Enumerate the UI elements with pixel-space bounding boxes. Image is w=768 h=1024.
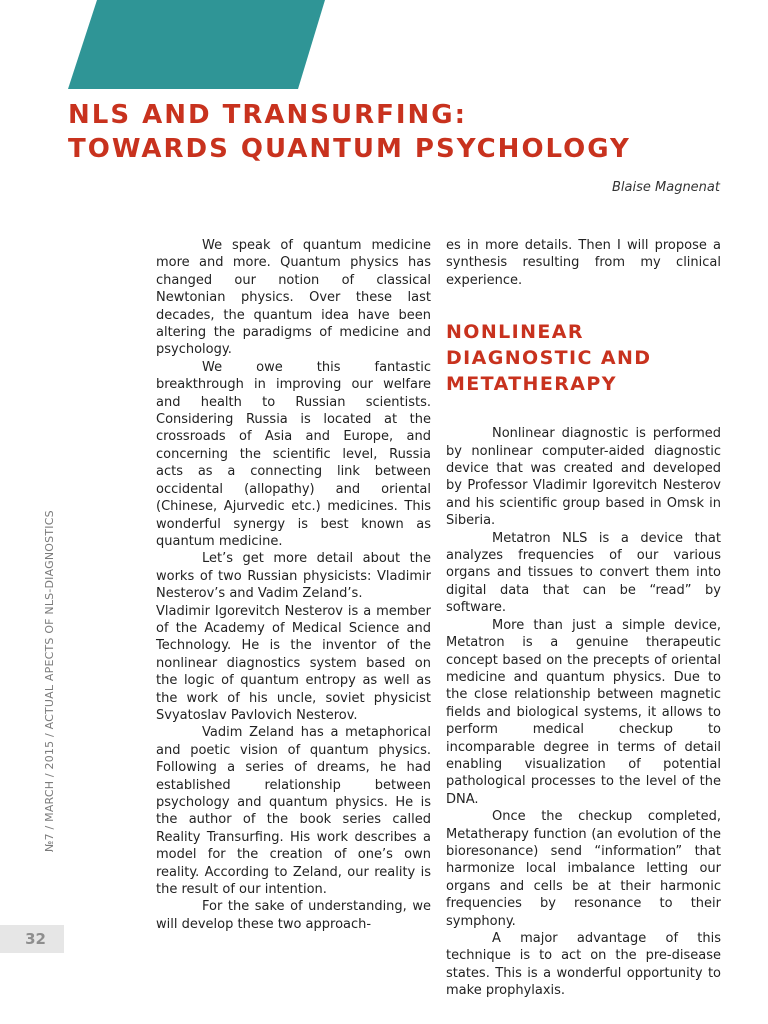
- decorative-parallelogram: [0, 0, 768, 95]
- article-column-left: [156, 237, 431, 933]
- paragraph: Let’s get more detail about the works of two Russian physicists: Vladimir Nesterov’s and Vadim Zeland’s.: [156, 551, 431, 602]
- paragraph: We speak of quantum medicine more and more. Quantum physics has changed our notion of classical Newtonian physics. Over these last decades, the quantum idea have been altering the paradigms of medicine and psychology.: [156, 238, 431, 358]
- paragraph: A major advantage of this technique is to act on the pre-disease states. This is a wonderful opportunity to make prophylaxis.: [446, 931, 721, 999]
- paragraph: Nonlinear diagnostic is performed by nonlinear computer-aided diagnostic device that was created and developed by Professor Vladimir Igorevitch Nesterov and his scientific group based in Omsk in Siberia.: [446, 426, 721, 529]
- paragraph: Vadim Zeland has a metaphorical and poetic vision of quantum physics. Following a series of dreams, he had established relationship between psychology and quantum physics. He is the author of the book series called Reality Transurfing. His work describes a model for the creation of one’s own reality. According to Zeland, our reality is the result of our intention.: [156, 725, 431, 898]
- article-title: [68, 98, 631, 166]
- paragraph: For the sake of understanding, we will develop these two approach-: [156, 899, 431, 932]
- article-column-right: [446, 237, 721, 1000]
- paragraph: es in more details. Then I will propose a synthesis resulting from my clinical experience.: [446, 238, 721, 288]
- paragraph: More than just a simple device, Metatron is a genuine therapeutic concept based on the precepts of oriental medicine and quantum physics. Due to the close relationship between magnetic fields and biological systems, it allows to perform medical checkup to incomparable degree in terms of detail enabling visualization of potential pathological processes to the level of the DNA.: [446, 617, 721, 807]
- section-heading: NONLINEAR DIAGNOSTIC AND METATHERAPY: [446, 321, 652, 396]
- paragraph: We owe this fantastic breakthrough in improving our welfare and health to Russian scientists. Considering Russia is located at the crossroads of Asia and Europe, and concerning the scientific level, Russia acts as a connecting link between occidental (allopathy) and oriental (Chinese, Ajurvedic etc.) medicines. This wonderful synergy is best known as quantum medicine.: [156, 359, 431, 549]
- teal-banner-shape: [68, 0, 325, 89]
- title-line-1: NLS AND TRANSURFING:: [68, 100, 468, 130]
- paragraph: Once the checkup completed, Metatherapy function (an evolution of the bioresonance) send “information” that harmonize local imbalance letting our organs and cells be at their harmonic frequencies by resonance to their symphony.: [446, 809, 721, 929]
- paragraph: Vladimir Igorevitch Nesterov is a member of the Academy of Medical Science and Technology. He is the inventor of the nonlinear diagnostics system based on the logic of quantum entropy as well as the work of his uncle, soviet physicist Svyatoslav Pavlovich Nesterov.: [156, 603, 431, 723]
- author-name: Blaise Magnenat: [612, 180, 720, 195]
- journal-issue-caption: №7 / MARCH / 2015 / ACTUAL APECTS OF NLS-DIAGNOSTICS: [43, 510, 56, 852]
- page-number: 32: [0, 925, 64, 953]
- title-line-2: TOWARDS QUANTUM PSYCHOLOGY: [68, 134, 631, 164]
- paragraph: Metatron NLS is a device that analyzes frequencies of our various organs and tissues to convert them into digital data that can be “read” by software.: [446, 530, 721, 616]
